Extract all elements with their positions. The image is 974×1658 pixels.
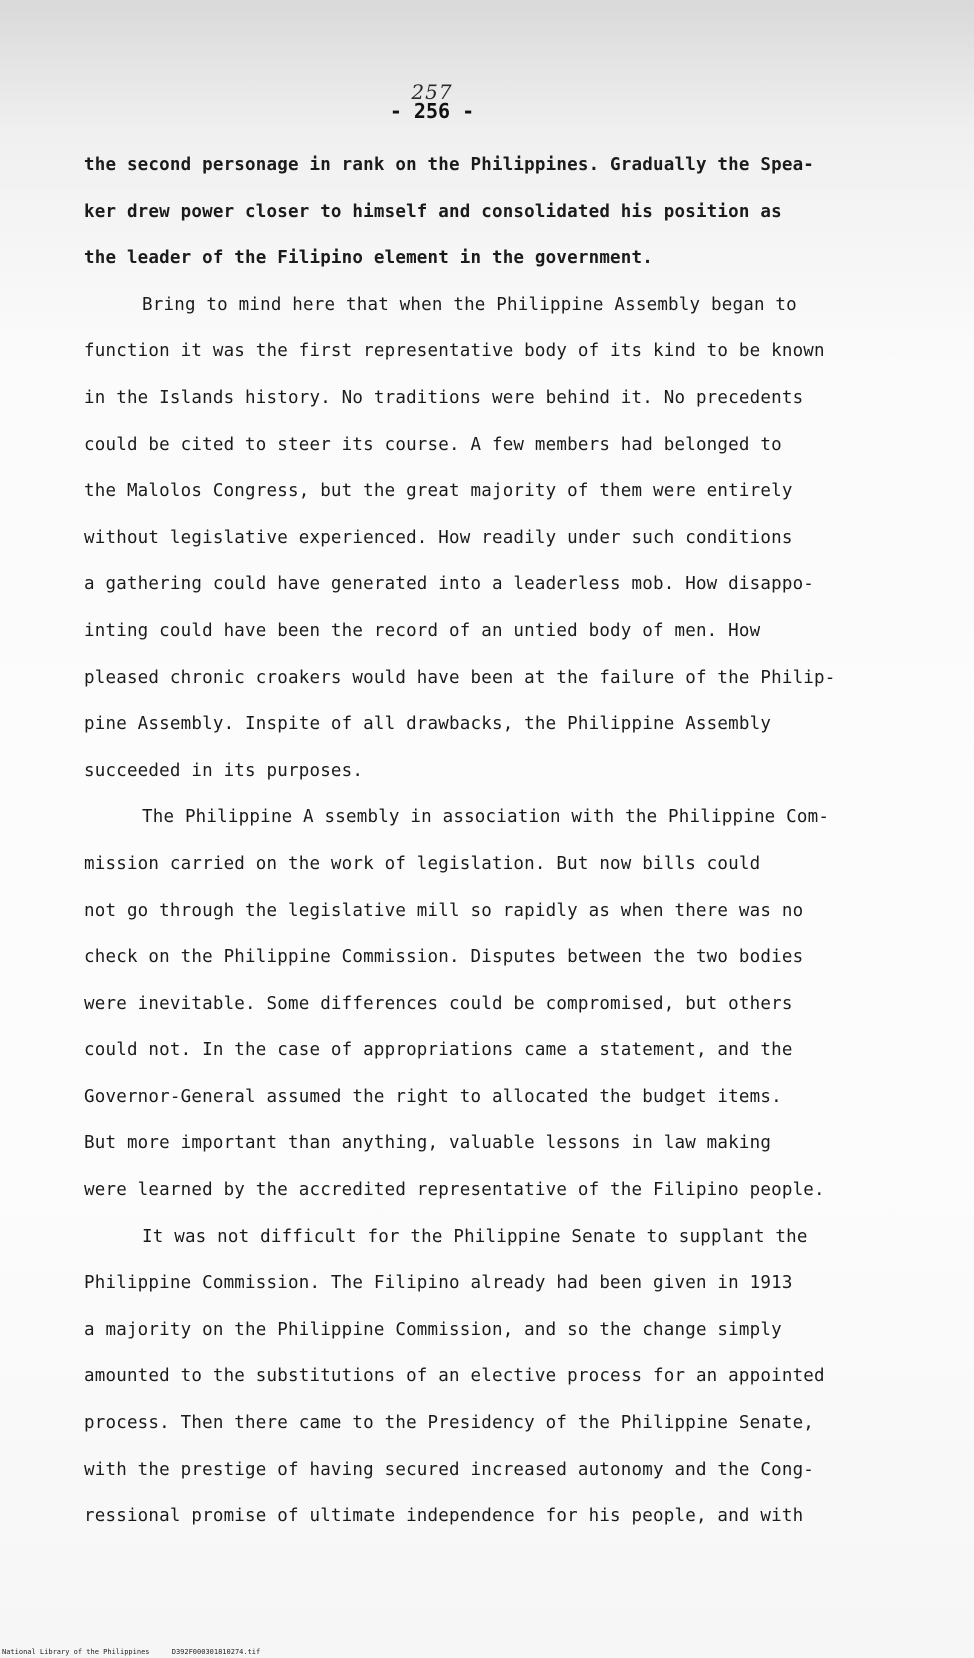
text-line: process. Then there came to the Presidency of the Philippine Senate,	[84, 1413, 815, 1434]
text-line: could not. In the case of appropriations came a statement, and the	[84, 1040, 793, 1061]
text-line: It was not difficult for the Philippine Senate to supplant the	[142, 1226, 808, 1247]
text-line: not go through the legislative mill so rapidly as when there was no	[84, 900, 804, 921]
text-line: Philippine Commission. The Filipino already had been given in 1913	[84, 1273, 793, 1294]
handwritten-page-number: 257	[411, 80, 453, 104]
footer-library: National Library of the Philippines	[2, 1648, 150, 1656]
typed-page-number: - 256 -	[389, 99, 475, 123]
text-line: a majority on the Philippine Commission, and so the change simply	[84, 1319, 782, 1340]
body-text	[84, 142, 904, 1540]
text-line: But more important than anything, valuable lessons in law making	[84, 1133, 772, 1154]
text-line: inting could have been the record of an untied body of men. How	[84, 620, 761, 641]
text-line: check on the Philippine Commission. Disputes between the two bodies	[84, 947, 804, 968]
text-line: a gathering could have generated into a leaderless mob. How disappo-	[84, 574, 815, 595]
text-line: pine Assembly. Inspite of all drawbacks, the Philippine Assembly	[84, 714, 772, 735]
text-line: succeeded in its purposes.	[84, 760, 364, 781]
text-line: pleased chronic croakers would have been at the failure of the Philip-	[84, 667, 836, 688]
text-line: with the prestige of having secured increased autonomy and the Cong-	[84, 1459, 815, 1480]
text-line: the leader of the Filipino element in the government.	[84, 248, 654, 269]
text-line: without legislative experienced. How readily under such conditions	[84, 527, 793, 548]
text-line: mission carried on the work of legislation. But now bills could	[84, 853, 761, 874]
text-line: Bring to mind here that when the Philippine Assembly began to	[142, 294, 797, 315]
text-line: could be cited to steer its course. A few members had belonged to	[84, 434, 782, 455]
scan-footer	[2, 1648, 278, 1656]
text-line: in the Islands history. No traditions were behind it. No precedents	[84, 387, 804, 408]
text-line: were inevitable. Some differences could be compromised, but others	[84, 993, 793, 1014]
text-line: were learned by the accredited representative of the Filipino people.	[84, 1180, 825, 1201]
text-line: ressional promise of ultimate independence for his people, and with	[84, 1506, 804, 1527]
footer-file-id: D392F000301810274.tif	[171, 1648, 261, 1656]
text-line: the Malolos Congress, but the great majority of them were entirely	[84, 481, 793, 502]
text-line: The Philippine A ssembly in association with the Philippine Com-	[142, 807, 830, 828]
text-line: Governor-General assumed the right to allocated the budget items.	[84, 1086, 782, 1107]
text-line: amounted to the substitutions of an elective process for an appointed	[84, 1366, 825, 1387]
text-line: ker drew power closer to himself and consolidated his position as	[84, 201, 782, 222]
text-line: function it was the first representative body of its kind to be known	[84, 341, 825, 362]
text-line: the second personage in rank on the Philippines. Gradually the Spea-	[84, 155, 815, 175]
